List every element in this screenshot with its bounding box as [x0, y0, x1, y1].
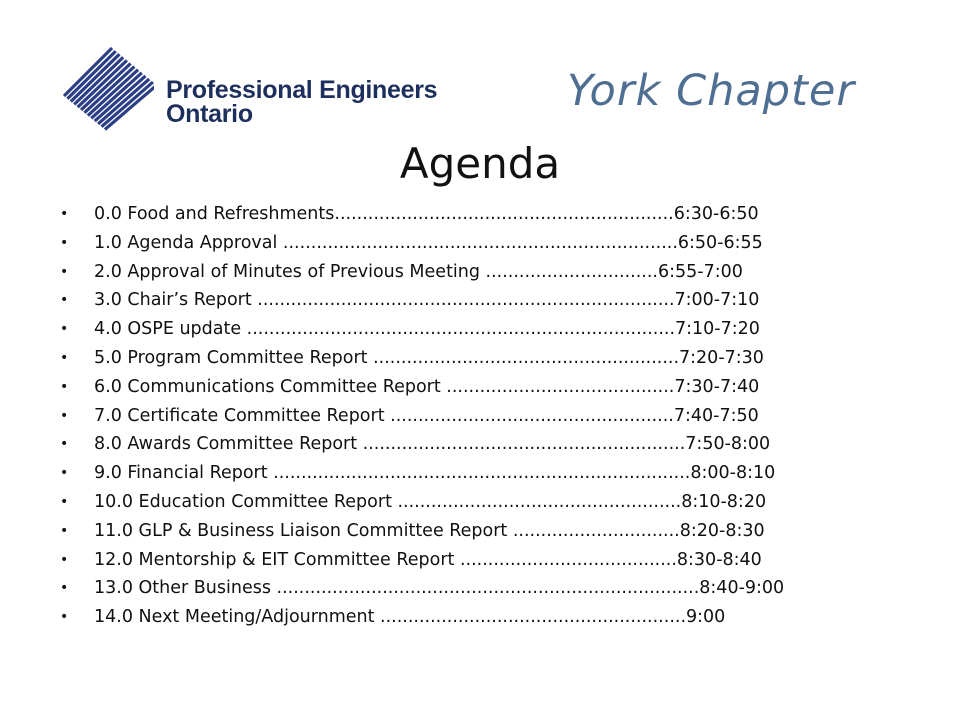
- agenda-item-text: 1.0 Agenda Approval .......................................................................6:50-6:55: [94, 232, 763, 253]
- bullet-icon: •: [60, 407, 69, 424]
- agenda-item: [60, 200, 920, 229]
- bullet-icon: •: [60, 493, 69, 510]
- bullet-icon: •: [60, 609, 69, 626]
- agenda-item-text: 11.0 GLP & Business Liaison Committee Report ..............................8:20-8:30: [94, 520, 765, 541]
- agenda-item: [60, 373, 920, 402]
- organization-name-line1: Professional Engineers: [166, 76, 438, 104]
- agenda-item: [60, 229, 920, 258]
- bullet-icon: •: [60, 263, 69, 280]
- agenda-item: [60, 402, 920, 431]
- agenda-item-text: 10.0 Education Committee Report ...................................................8:10-8:20: [94, 491, 767, 512]
- agenda-item-text: 9.0 Financial Report ...........................................................................8:00-8:10: [94, 463, 776, 484]
- agenda-item: [60, 603, 920, 632]
- agenda-item: [60, 286, 920, 315]
- organization-name: [166, 78, 437, 126]
- agenda-item-text: 5.0 Program Committee Report .......................................................7:20-7:30: [94, 347, 764, 368]
- page-title: Agenda: [399, 139, 561, 188]
- agenda-item: [60, 574, 920, 603]
- bullet-icon: •: [60, 580, 69, 597]
- agenda-item: [60, 344, 920, 373]
- agenda-list: [60, 200, 920, 632]
- agenda-item: [60, 517, 920, 546]
- organization-name-line2: Ontario: [166, 100, 253, 128]
- bullet-icon: •: [60, 465, 69, 482]
- agenda-item: [60, 546, 920, 575]
- bullet-icon: •: [60, 321, 69, 338]
- agenda-item-text: 4.0 OSPE update .............................................................................7:10-7:20: [94, 319, 760, 340]
- diagonal-stripes-logo-icon: [62, 44, 154, 134]
- bullet-icon: •: [60, 436, 69, 453]
- agenda-item-text: 13.0 Other Business ............................................................................8:40-9:00: [94, 578, 785, 599]
- agenda-item: [60, 315, 920, 344]
- bullet-icon: •: [60, 551, 69, 568]
- agenda-item-text: 2.0 Approval of Minutes of Previous Meeting ...............................6:55-7:00: [94, 261, 743, 282]
- agenda-item-text: 0.0 Food and Refreshments.............................................................6:30-6:50: [94, 204, 759, 224]
- chapter-name: York Chapter: [567, 66, 856, 116]
- bullet-icon: •: [60, 378, 69, 395]
- agenda-item-text: 14.0 Next Meeting/Adjournment .......................................................9:00: [94, 607, 726, 628]
- bullet-icon: •: [60, 292, 69, 309]
- bullet-icon: •: [60, 234, 69, 251]
- agenda-item-text: 3.0 Chair’s Report ...........................................................................7:00-7:10: [94, 290, 760, 311]
- agenda-item-text: 6.0 Communications Committee Report .........................................7:30-7:40: [94, 376, 760, 397]
- agenda-item: [60, 258, 920, 287]
- agenda-item: [60, 430, 920, 459]
- agenda-item-text: 12.0 Mentorship & EIT Committee Report .......................................8:30-8:40: [94, 549, 762, 570]
- agenda-item-text: 8.0 Awards Committee Report ..........................................................7:50-8:00: [94, 434, 771, 455]
- bullet-icon: •: [60, 349, 69, 366]
- pe-logo: [62, 44, 438, 134]
- agenda-item-text: 7.0 Certificate Committee Report ...................................................7:40-7:50: [94, 405, 759, 426]
- agenda-item: [60, 459, 920, 488]
- bullet-icon: •: [60, 206, 69, 222]
- bullet-icon: •: [60, 522, 69, 539]
- agenda-item: [60, 488, 920, 517]
